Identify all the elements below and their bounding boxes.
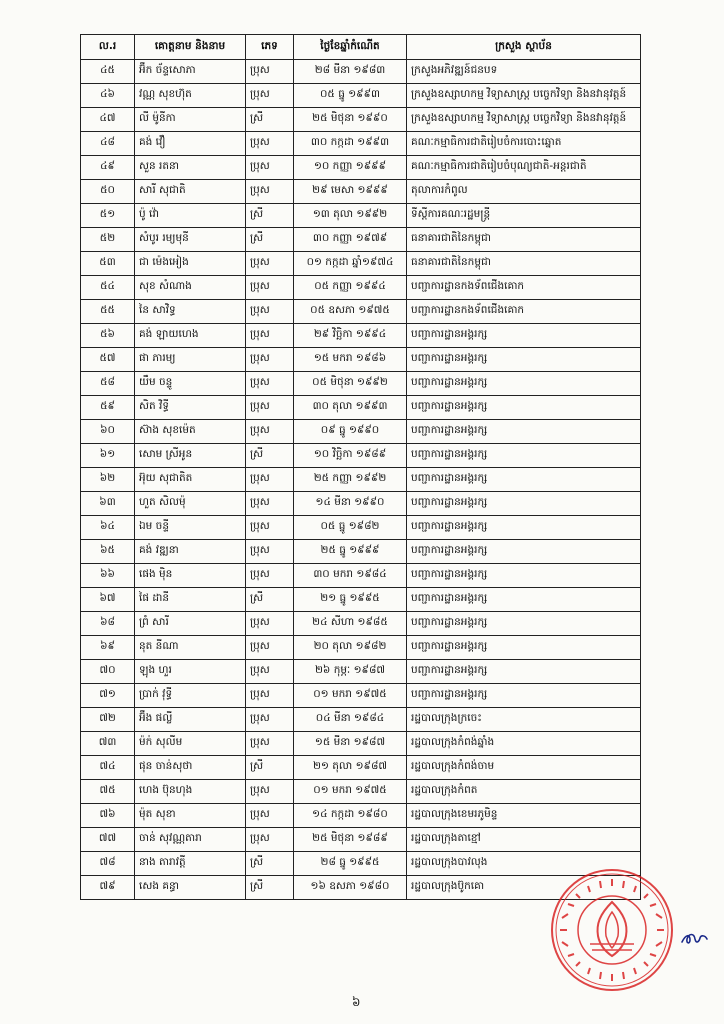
row-number: ៦២ [81, 468, 135, 492]
table-row [81, 732, 641, 756]
person-dob: ២៥ មិថុនា ១៩៨៩ [294, 828, 407, 852]
person-dob: ០១ មករា ១៩៧៥ [294, 780, 407, 804]
person-name: គង់ ឡាយហេង [135, 324, 246, 348]
person-sex: ប្រុស [246, 708, 294, 732]
person-sex: ប្រុស [246, 60, 294, 84]
person-institution: បញ្ជាការដ្ឋានអង្គរក្ស [407, 684, 641, 708]
person-dob: ១០ កញ្ញា ១៩៩៩ [294, 156, 407, 180]
person-sex: ប្រុស [246, 420, 294, 444]
row-number: ៦១ [81, 444, 135, 468]
official-seal [548, 866, 676, 994]
person-institution: បញ្ជាការដ្ឋានអង្គរក្ស [407, 564, 641, 588]
person-sex: ស្រី [246, 108, 294, 132]
person-dob: ២៨ ធ្នូ ១៩៩៥ [294, 852, 407, 876]
person-sex: ប្រុស [246, 636, 294, 660]
table-row [81, 564, 641, 588]
row-number: ៦៧ [81, 588, 135, 612]
row-number: ៧១ [81, 684, 135, 708]
person-dob: ២១ តុលា ១៩៨៧ [294, 756, 407, 780]
person-name: ផុន ចាន់សុថា [135, 756, 246, 780]
row-number: ៥៧ [81, 348, 135, 372]
person-name: នុត នីណា [135, 636, 246, 660]
person-dob: ១៤ មីនា ១៩៩០ [294, 492, 407, 516]
table-row [81, 420, 641, 444]
row-number: ៤៨ [81, 132, 135, 156]
person-sex: ប្រុស [246, 468, 294, 492]
person-institution: គណៈកម្មាធិការជាតិរៀបចំបុណ្យជាតិ-អន្តរជាតិ [407, 156, 641, 180]
row-number: ៦០ [81, 420, 135, 444]
table-row [81, 276, 641, 300]
person-institution: គណៈកម្មាធិការជាតិរៀបចំការបោះឆ្នោត [407, 132, 641, 156]
person-institution: បញ្ជាការដ្ឋានអង្គរក្ស [407, 660, 641, 684]
person-sex: ប្រុស [246, 252, 294, 276]
person-institution: បញ្ជាការដ្ឋានអង្គរក្ស [407, 348, 641, 372]
person-name: ព្រំ សារី [135, 612, 246, 636]
person-dob: ២៤ សីហា ១៩៨៥ [294, 612, 407, 636]
person-institution: បញ្ជាការដ្ឋានកងទ័ពជើងគោក [407, 276, 641, 300]
person-name: សិត វិទ្ធី [135, 396, 246, 420]
table-row [81, 180, 641, 204]
person-sex: ប្រុស [246, 180, 294, 204]
person-institution: បញ្ជាការដ្ឋានអង្គរក្ស [407, 636, 641, 660]
person-name: ម៉ុត សុខា [135, 804, 246, 828]
person-name: សំបូរ រម្យមុនី [135, 228, 246, 252]
person-sex: ប្រុស [246, 492, 294, 516]
participant-table [80, 34, 641, 900]
table-row [81, 156, 641, 180]
row-number: ៧៦ [81, 804, 135, 828]
person-institution: ធនាគារជាតិនៃកម្ពុជា [407, 252, 641, 276]
person-name: សេង គន្ធា [135, 876, 246, 900]
person-name: ហេង ប៊ុនហុង [135, 780, 246, 804]
table-row [81, 756, 641, 780]
row-number: ៦៣ [81, 492, 135, 516]
person-sex: ប្រុស [246, 612, 294, 636]
person-dob: ០៥ ធ្នូ ១៩៨២ [294, 516, 407, 540]
person-sex: ស្រី [246, 588, 294, 612]
person-name: ប្រាក់ វុទ្ធី [135, 684, 246, 708]
row-number: ៦៨ [81, 612, 135, 636]
row-number: ៥៥ [81, 300, 135, 324]
row-number: ៧៣ [81, 732, 135, 756]
person-dob: ១០ វិច្ឆិកា ១៩៨៩ [294, 444, 407, 468]
table-row [81, 804, 641, 828]
person-dob: ២៥ មិថុនា ១៩៩០ [294, 108, 407, 132]
person-sex: ស្រី [246, 228, 294, 252]
row-number: ៦៦ [81, 564, 135, 588]
table-row [81, 516, 641, 540]
person-name: ជា ម៉េងអៀង [135, 252, 246, 276]
person-institution: បញ្ជាការដ្ឋានអង្គរក្ស [407, 468, 641, 492]
person-sex: ប្រុស [246, 540, 294, 564]
person-institution: បញ្ជាការដ្ឋានអង្គរក្ស [407, 540, 641, 564]
table-row [81, 372, 641, 396]
person-sex: ប្រុស [246, 780, 294, 804]
table-row [81, 636, 641, 660]
table-body [81, 60, 641, 900]
table-row [81, 468, 641, 492]
person-institution: រដ្ឋបាលក្រុងខេមរភូមិន្ទ [407, 804, 641, 828]
row-number: ៥៤ [81, 276, 135, 300]
table-row [81, 252, 641, 276]
table-row [81, 588, 641, 612]
row-number: ៦៥ [81, 540, 135, 564]
person-institution: រដ្ឋបាលក្រុងកំពត [407, 780, 641, 804]
row-number: ៥៦ [81, 324, 135, 348]
person-name: ផា ភារម្យ [135, 348, 246, 372]
person-institution: រដ្ឋបាលក្រុងប៊ូកគោ [407, 876, 641, 900]
person-sex: ប្រុស [246, 348, 294, 372]
table-row [81, 684, 641, 708]
person-name: យឹម ចន្ទូ [135, 372, 246, 396]
person-institution: រដ្ឋបាលក្រុងកំពង់ចាម [407, 756, 641, 780]
person-institution: បញ្ជាការដ្ឋានអង្គរក្ស [407, 324, 641, 348]
person-institution: បញ្ជាការដ្ឋានអង្គរក្ស [407, 492, 641, 516]
person-sex: ស្រី [246, 444, 294, 468]
person-name: នៃ សាវិទ្ធ [135, 300, 246, 324]
person-institution: បញ្ជាការដ្ឋានអង្គរក្ស [407, 372, 641, 396]
page-number: ៦ [352, 995, 361, 1009]
person-sex: ប្រុស [246, 564, 294, 588]
person-sex: ប្រុស [246, 300, 294, 324]
table-row [81, 300, 641, 324]
person-dob: ០៩ ធ្នូ ១៩៩០ [294, 420, 407, 444]
person-name: ចាន់ សុវណ្ណតារា [135, 828, 246, 852]
table-row [81, 492, 641, 516]
person-name: ឯម ចន្ទី [135, 516, 246, 540]
person-name: អ៊ុយ សុជាតិត [135, 468, 246, 492]
person-name: ឡុង ហួរ [135, 660, 246, 684]
table-row [81, 396, 641, 420]
row-number: ៤៩ [81, 156, 135, 180]
person-dob: ៣០ កញ្ញា ១៩៧៩ [294, 228, 407, 252]
header-name: គោត្តនាម និងនាម [135, 35, 246, 60]
person-dob: ៣០ មករា ១៩៨៤ [294, 564, 407, 588]
table-row [81, 612, 641, 636]
person-dob: ២៩ វិច្ឆិកា ១៩៩៤ [294, 324, 407, 348]
row-number: ៧៥ [81, 780, 135, 804]
person-name: គង់ វឌ្ឍនា [135, 540, 246, 564]
person-sex: ស្រី [246, 876, 294, 900]
person-sex: ប្រុស [246, 804, 294, 828]
person-institution: បញ្ជាការដ្ឋានអង្គរក្ស [407, 396, 641, 420]
table-row [81, 828, 641, 852]
person-institution: បញ្ជាការដ្ឋានអង្គរក្ស [407, 612, 641, 636]
person-institution: ធនាគារជាតិនៃកម្ពុជា [407, 228, 641, 252]
person-institution: រដ្ឋបាលក្រុងបាវលុង [407, 852, 641, 876]
person-sex: ប្រុស [246, 324, 294, 348]
header-institution: ក្រសួង ស្ថាប័ន [407, 35, 641, 60]
row-number: ៤៧ [81, 108, 135, 132]
person-institution: រដ្ឋបាលក្រុងតាខ្មៅ [407, 828, 641, 852]
person-sex: ប្រុស [246, 84, 294, 108]
table-row [81, 780, 641, 804]
person-dob: ០៥ មិថុនា ១៩៩២ [294, 372, 407, 396]
table-row [81, 204, 641, 228]
person-dob: ២១ ធ្នូ ១៩៩៥ [294, 588, 407, 612]
person-institution: បញ្ជាការដ្ឋានអង្គរក្ស [407, 588, 641, 612]
table-header-row [81, 35, 641, 60]
person-institution: ទីស្តីការគណៈរដ្ឋមន្ត្រី [407, 204, 641, 228]
table-row [81, 84, 641, 108]
person-name: ប៉ូ វ៉ោ [135, 204, 246, 228]
person-institution: បញ្ជាការដ្ឋានអង្គរក្ស [407, 516, 641, 540]
person-sex: ស្រី [246, 204, 294, 228]
person-dob: ២៨ មីនា ១៩៨៣ [294, 60, 407, 84]
person-sex: ប្រុស [246, 732, 294, 756]
table-row [81, 108, 641, 132]
person-sex: ប្រុស [246, 132, 294, 156]
table-row [81, 708, 641, 732]
person-sex: ប្រុស [246, 396, 294, 420]
person-name: អ៊ឹក ច័ន្ទសោភា [135, 60, 246, 84]
row-number: ៧៨ [81, 852, 135, 876]
header-sex: ភេទ [246, 35, 294, 60]
person-sex: ប្រុស [246, 372, 294, 396]
row-number: ៥០ [81, 180, 135, 204]
row-number: ៥៩ [81, 396, 135, 420]
person-dob: ៣០ កក្កដា ១៩៩៣ [294, 132, 407, 156]
row-number: ៧៧ [81, 828, 135, 852]
person-name: លី ម៉ូនីកា [135, 108, 246, 132]
person-institution: តុលាការកំពូល [407, 180, 641, 204]
person-sex: ស្រី [246, 852, 294, 876]
table-row [81, 132, 641, 156]
person-dob: ២០ តុលា ១៩៨២ [294, 636, 407, 660]
person-name: ហួត សិលម៉ុ [135, 492, 246, 516]
signature-initials [680, 930, 710, 948]
header-dob: ថ្ងៃខែឆ្នាំកំណើត [294, 35, 407, 60]
person-name: គង់ វឿ [135, 132, 246, 156]
person-dob: ២៩ មេសា ១៩៩៩ [294, 180, 407, 204]
table-row [81, 324, 641, 348]
row-number: ៤៦ [81, 84, 135, 108]
person-dob: ១៦ ឧសភា ១៩៨០ [294, 876, 407, 900]
table-row [81, 60, 641, 84]
person-name: នាង តារាវត្តី [135, 852, 246, 876]
person-institution: បញ្ជាការដ្ឋានកងទ័ពជើងគោក [407, 300, 641, 324]
table-row [81, 348, 641, 372]
person-dob: ១៥ មីនា ១៩៨៧ [294, 732, 407, 756]
person-dob: ២៥ ធ្នូ ១៩៩៩ [294, 540, 407, 564]
person-name: សួន រតនា [135, 156, 246, 180]
person-dob: ០១ កក្កដា ឆ្នាំ១៩៧៤ [294, 252, 407, 276]
person-name: ម៉ក់ សុលីម [135, 732, 246, 756]
person-dob: ១៣ តុលា ១៩៩២ [294, 204, 407, 228]
person-institution: ក្រសួងអភិវឌ្ឍន៍ជនបទ [407, 60, 641, 84]
row-number: ៥១ [81, 204, 135, 228]
person-institution: បញ្ជាការដ្ឋានអង្គរក្ស [407, 420, 641, 444]
header-number: ល.រ [81, 35, 135, 60]
row-number: ៧៤ [81, 756, 135, 780]
person-institution: បញ្ជាការដ្ឋានអង្គរក្ស [407, 444, 641, 468]
person-dob: ០៤ មីនា ១៩៨៤ [294, 708, 407, 732]
person-dob: ១៤ កក្កដា ១៩៨០ [294, 804, 407, 828]
person-name: សុខ សំណាង [135, 276, 246, 300]
row-number: ៧៩ [81, 876, 135, 900]
person-dob: ០១ មករា ១៩៧៥ [294, 684, 407, 708]
row-number: ៦៩ [81, 636, 135, 660]
person-dob: ០៥ ឧសភា ១៩៧៥ [294, 300, 407, 324]
person-sex: ប្រុស [246, 828, 294, 852]
person-sex: ប្រុស [246, 276, 294, 300]
person-name: វណ្ណ សុខហ៊ុត [135, 84, 246, 108]
row-number: ៥៣ [81, 252, 135, 276]
person-dob: ០៥ កញ្ញា ១៩៩៤ [294, 276, 407, 300]
person-name: ផៃ ដានី [135, 588, 246, 612]
person-name: ផេង ម៉ិន [135, 564, 246, 588]
row-number: ៦៤ [81, 516, 135, 540]
person-name: ស៊ាង សុខម៉េត [135, 420, 246, 444]
person-institution: ក្រសួងឧស្សាហកម្ម វិទ្យាសាស្ត្រ បច្ចេកវិទ្យា និងនវានុវត្តន៍ [407, 84, 641, 108]
person-dob: ២៥ កញ្ញា ១៩៩២ [294, 468, 407, 492]
person-dob: ៣០ តុលា ១៩៩៣ [294, 396, 407, 420]
person-institution: រដ្ឋបាលក្រុងក្រចេះ [407, 708, 641, 732]
row-number: ៧០ [81, 660, 135, 684]
table-row [81, 228, 641, 252]
person-dob: ២៦ កុម្ភៈ ១៩៨៧ [294, 660, 407, 684]
person-dob: ១៥ មករា ១៩៨៦ [294, 348, 407, 372]
person-sex: ប្រុស [246, 516, 294, 540]
row-number: ៥២ [81, 228, 135, 252]
table-row [81, 540, 641, 564]
person-sex: ប្រុស [246, 684, 294, 708]
person-name: អ៊ឹង ផល្លី [135, 708, 246, 732]
table-row [81, 660, 641, 684]
row-number: ៧២ [81, 708, 135, 732]
person-sex: ស្រី [246, 756, 294, 780]
person-sex: ប្រុស [246, 660, 294, 684]
row-number: ៤៥ [81, 60, 135, 84]
table-row [81, 444, 641, 468]
row-number: ៥៨ [81, 372, 135, 396]
person-name: សោម ស្រីអូន [135, 444, 246, 468]
person-sex: ប្រុស [246, 156, 294, 180]
person-dob: ០៥ ធ្នូ ១៩៩៣ [294, 84, 407, 108]
person-name: សារី សុជាតិ [135, 180, 246, 204]
person-institution: ក្រសួងឧស្សាហកម្ម វិទ្យាសាស្ត្រ បច្ចេកវិទ្យា និងនវានុវត្តន៍ [407, 108, 641, 132]
person-institution: រដ្ឋបាលក្រុងកំពង់ឆ្នាំង [407, 732, 641, 756]
